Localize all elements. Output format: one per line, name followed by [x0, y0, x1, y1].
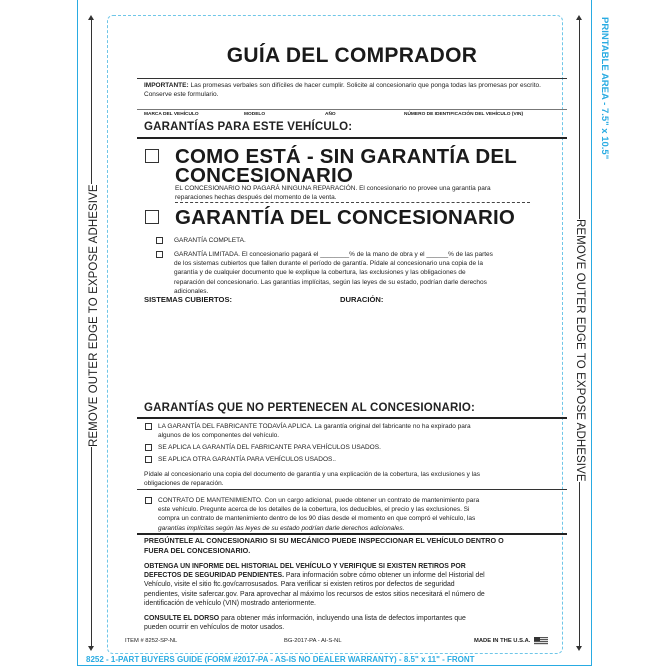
back-side-line: pueden ocurrir en vehículos de motor usados.: [144, 624, 285, 632]
as-is-text-line1: EL CONCESIONARIO NO PAGARÁ NINGUNA REPARACIÓN. El concesionario no provee una garantía para: [175, 185, 491, 192]
inspection-line: FUERA DEL CONCESIONARIO.: [144, 545, 251, 555]
warranty-copy-note: [144, 470, 564, 488]
limited-line: adicionales.: [174, 287, 209, 295]
limited-line: de los sistemas cubiertos que fallen durante el período de garantía. Pídale al concesionario una copia de la: [174, 260, 483, 268]
limited-warranty-checkbox[interactable]: [156, 251, 163, 258]
bottom-form-caption: 8252 - 1-PART BUYERS GUIDE (FORM #2017-PA - AS-IS NO DEALER WARRANTY) - 8.5" x 11" - FRONT: [86, 655, 475, 664]
contract-line: CONTRATO DE MANTENIMIENTO. Con un cargo adicional, puede obtener un contrato de mantenimiento para: [158, 497, 480, 504]
contract-line: este vehículo. Pregunte acerca de los detalles de la cobertura, los deducibles, el precio y las exclusiones. Si: [158, 506, 470, 514]
note-line: Pídale al concesionario una copia del documento de garantía y una explicación de la cobertura, las exclusiones y las: [144, 471, 481, 478]
arrow-down-icon: [88, 646, 94, 651]
limited-warranty-text: [174, 250, 564, 296]
important-label: IMPORTANTE:: [144, 82, 189, 89]
field-vehicle-model[interactable]: MODELO: [244, 112, 266, 117]
contract-line: garantías implícitas según las leyes de su estado podrían darle derechos adicionales.: [158, 524, 405, 532]
other-used-vehicle-warranty-checkbox[interactable]: [145, 456, 152, 463]
printable-area-label: PRINTABLE AREA - 7.5" x 10.5": [599, 17, 610, 160]
dealer-warranty-checkbox[interactable]: [145, 210, 159, 224]
manufacturer-warranty-checkbox[interactable]: [145, 423, 152, 430]
as-is-text-line2: reparaciones hechas después del momento de la venta.: [175, 194, 337, 202]
important-text: Las promesas verbales son difíciles de hacer cumplir. Solicite al concesionario que ponga todas las promesas por escrito. Conserve este formulario.: [144, 82, 541, 99]
right-adhesive-instruction: REMOVE OUTER EDGE TO EXPOSE ADHESIVE: [570, 219, 590, 482]
as-is-checkbox[interactable]: [145, 149, 159, 163]
other-used-vehicle-warranty-text: SE APLICA OTRA GARANTÍA PARA VEHÍCULOS USADOS..: [158, 456, 336, 463]
full-warranty-checkbox[interactable]: [156, 237, 163, 244]
history-line: identificación de vehículo (VIN) mostrado anteriormente.: [144, 599, 316, 607]
note-line: obligaciones de reparación.: [144, 480, 224, 488]
as-is-description: [175, 184, 565, 202]
inspection-notice: [144, 536, 569, 555]
item-line: LA GARANTÍA DEL FABRICANTE TODAVÍA APLICA. La garantía original del fabricante no ha expirado para: [158, 423, 471, 430]
vehicle-fields-line: [137, 109, 567, 110]
manufacturer-used-vehicle-warranty-checkbox[interactable]: [145, 444, 152, 451]
divider: [137, 417, 567, 419]
limited-line: reparación del concesionario. Las garantías implícitas, según las leyes de su estado, podrían darle derechos: [174, 278, 487, 286]
form-code: BG-2017-PA - AI-S-NL: [284, 638, 342, 644]
divider: [137, 137, 567, 139]
duration-field[interactable]: [340, 308, 560, 393]
full-warranty-label: GARANTÍA COMPLETA.: [174, 237, 246, 244]
back-side-bold: CONSULTE EL DORSO: [144, 615, 220, 622]
non-dealer-warranties-heading: GARANTÍAS QUE NO PERTENECEN AL CONCESIONARIO:: [144, 402, 476, 414]
field-vehicle-vin[interactable]: NÚMERO DE IDENTIFICACIÓN DEL VEHÍCULO (VIN): [404, 112, 524, 117]
vehicle-history-notice: [144, 562, 569, 608]
history-line: OBTENGA UN INFORME DEL HISTORIAL DEL VEHÍCULO Y VERIFIQUE SI EXISTEN RETIROS POR: [144, 563, 466, 570]
arrow-down-icon: [576, 646, 582, 651]
contract-line: compra un contrato de mantenimiento dentro de los 90 días desde el momento en que compró el vehículo, las: [158, 515, 476, 523]
left-adhesive-instruction: REMOVE OUTER EDGE TO EXPOSE ADHESIVE: [84, 184, 104, 447]
back-side-line: para obtener más información, incluyendo una lista de defectos importantes que: [219, 615, 466, 622]
history-line: Vehículo, visite el sitio ftc.gov/carrosusados. Para verificar si existen retiros por defectos de seguridad: [144, 581, 455, 589]
as-is-heading-line2: CONCESIONARIO: [175, 164, 354, 187]
as-is-heading-line1: COMO ESTÁ - SIN GARANTÍA DEL: [175, 145, 517, 168]
important-notice: [144, 81, 564, 99]
see-back-notice: [144, 614, 569, 632]
page-title: GUÍA DEL COMPRADOR: [226, 44, 478, 67]
field-vehicle-make[interactable]: MARCA DEL VEHÍCULO: [144, 112, 199, 117]
history-bold: DEFECTOS DE SEGURIDAD PENDIENTES.: [144, 572, 285, 580]
limited-line: garantía y de cualquier documento que le explique la cobertura, las exclusiones y las obligaciones de: [174, 269, 466, 277]
inspection-line: PREGÚNTELE AL CONCESIONARIO SI SU MECÁNICO PUEDE INSPECCIONAR EL VEHÍCULO DENTRO O: [144, 536, 504, 545]
warranties-heading: GARANTÍAS PARA ESTE VEHÍCULO:: [144, 121, 353, 133]
divider: [137, 533, 567, 535]
manufacturer-used-vehicle-warranty-text: SE APLICA LA GARANTÍA DEL FABRICANTE PARA VEHÍCULOS USADOS.: [158, 444, 381, 451]
duration-label: DURACIÓN:: [340, 295, 384, 304]
dashed-separator: [175, 202, 530, 203]
history-line: Para información sobre cómo obtener un informe del Historial del: [284, 572, 485, 580]
field-vehicle-year[interactable]: AÑO: [325, 112, 336, 117]
us-flag-icon: [534, 637, 548, 645]
manufacturer-warranty-text: [158, 422, 558, 440]
as-is-heading: [175, 147, 517, 185]
divider: [137, 489, 567, 490]
item-line: algunos de los componentes del vehículo.: [158, 432, 280, 440]
limited-line: GARANTÍA LIMITADA. El concesionario pagará el ________% de la mano de obra y el ______% de las partes: [174, 251, 493, 258]
systems-covered-label: SISTEMAS CUBIERTOS:: [144, 295, 233, 304]
made-in-label: MADE IN THE U.S.A.: [474, 638, 531, 644]
service-contract-checkbox[interactable]: [145, 497, 152, 504]
dealer-warranty-heading: GARANTÍA DEL CONCESIONARIO: [175, 206, 516, 229]
history-line: pendientes, visite safercar.gov. Para aprovechar al máximo los recursos de estos sitios necesitará el número de: [144, 590, 485, 598]
item-number: ITEM # 8252-SP-NL: [125, 638, 178, 644]
service-contract-text: [158, 496, 558, 533]
divider: [137, 78, 567, 79]
systems-covered-field[interactable]: [144, 308, 334, 393]
